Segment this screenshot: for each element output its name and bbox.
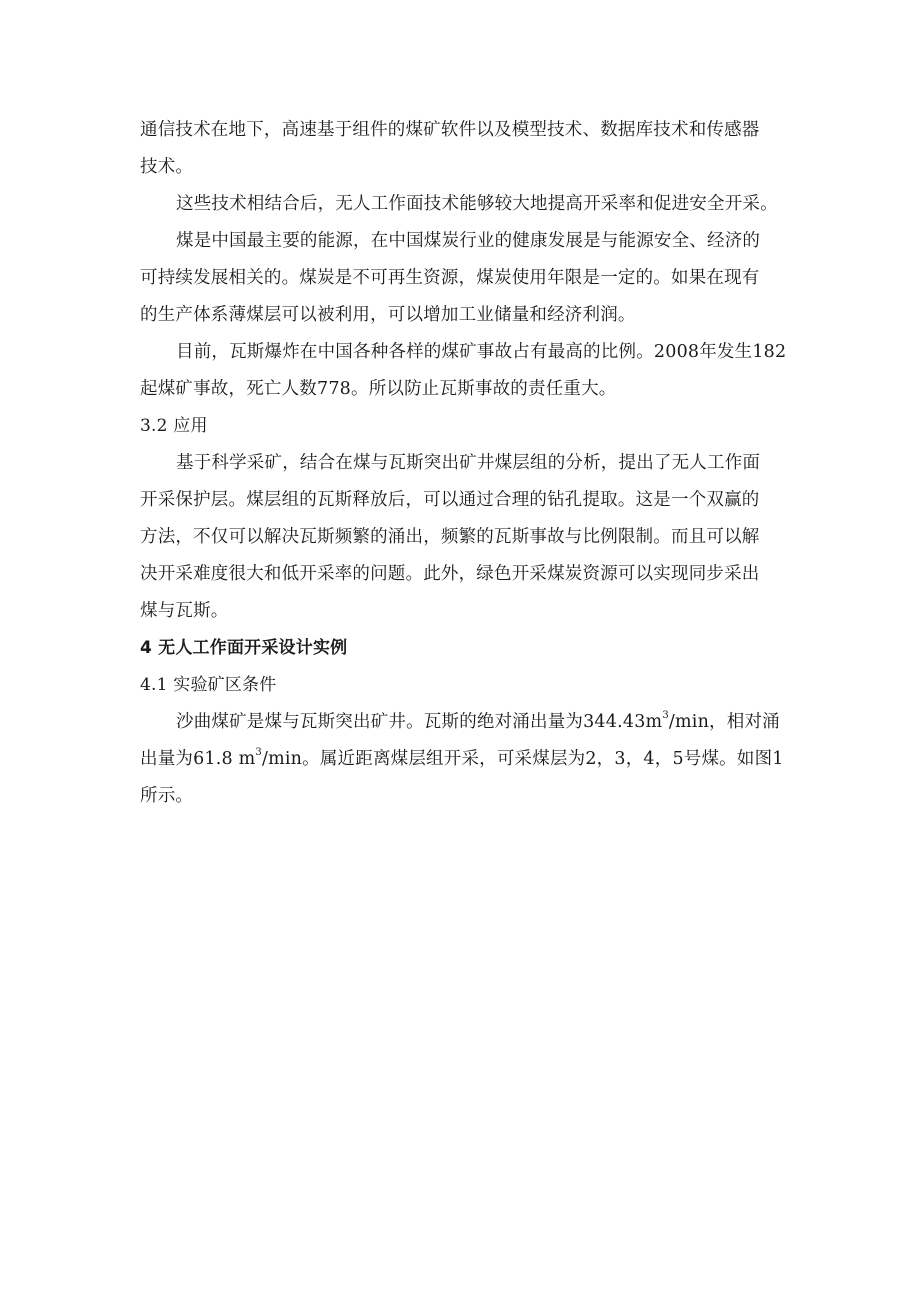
superscript: 3 bbox=[662, 710, 669, 722]
section-heading-4-1: 4.1 实验矿区条件 bbox=[140, 675, 277, 695]
line-text-before: 沙曲煤矿是煤与瓦斯突出矿井。瓦斯的绝对涌出量为344.43m bbox=[176, 712, 663, 732]
paragraph-line: 的生产体系薄煤层可以被利用，可以增加工业储量和经济利润。 bbox=[140, 305, 636, 325]
paragraph-line: 方法，不仅可以解决瓦斯频繁的涌出，频繁的瓦斯事故与比例限制。而且可以解 bbox=[140, 527, 760, 547]
line-text-before: 出量为61.8 m bbox=[140, 749, 256, 769]
section-heading-4: 4 无人工作面开采设计实例 bbox=[140, 638, 348, 658]
paragraph-line: 煤与瓦斯。 bbox=[140, 601, 229, 621]
document-body bbox=[140, 112, 794, 815]
paragraph-line: 目前，瓦斯爆炸在中国各种各样的煤矿事故占有最高的比例。2008年发生182 bbox=[176, 342, 787, 362]
paragraph-line bbox=[140, 741, 794, 778]
superscript: 3 bbox=[255, 747, 262, 759]
section-heading-3-2: 3.2 应用 bbox=[140, 416, 208, 436]
paragraph-line: 起煤矿事故，死亡人数778。所以防止瓦斯事故的责任重大。 bbox=[140, 379, 617, 399]
paragraph-line: 所示。 bbox=[140, 786, 194, 806]
line-text-after: /min，相对涌 bbox=[668, 712, 780, 732]
paragraph-line: 可持续发展相关的。煤炭是不可再生资源，煤炭使用年限是一定的。如果在现有 bbox=[140, 268, 760, 288]
paragraph-line bbox=[140, 704, 794, 741]
paragraph-line: 开采保护层。煤层组的瓦斯释放后，可以通过合理的钻孔提取。这是一个双赢的 bbox=[140, 490, 760, 510]
paragraph-line: 通信技术在地下，高速基于组件的煤矿软件以及模型技术、数据库技术和传感器 bbox=[140, 120, 760, 140]
line-text-after: /min。属近距离煤层组开采，可采煤层为2，3，4，5号煤。如图1 bbox=[261, 749, 784, 769]
paragraph-line: 技术。 bbox=[140, 157, 194, 177]
paragraph-line: 基于科学采矿，结合在煤与瓦斯突出矿井煤层组的分析，提出了无人工作面 bbox=[176, 453, 761, 473]
paragraph-line: 这些技术相结合后，无人工作面技术能够较大地提高开采率和促进安全开采。 bbox=[176, 194, 778, 214]
paragraph-line: 煤是中国最主要的能源，在中国煤炭行业的健康发展是与能源安全、经济的 bbox=[176, 231, 761, 251]
paragraph-line: 决开采难度很大和低开采率的问题。此外，绿色开采煤炭资源可以实现同步采出 bbox=[140, 564, 760, 584]
